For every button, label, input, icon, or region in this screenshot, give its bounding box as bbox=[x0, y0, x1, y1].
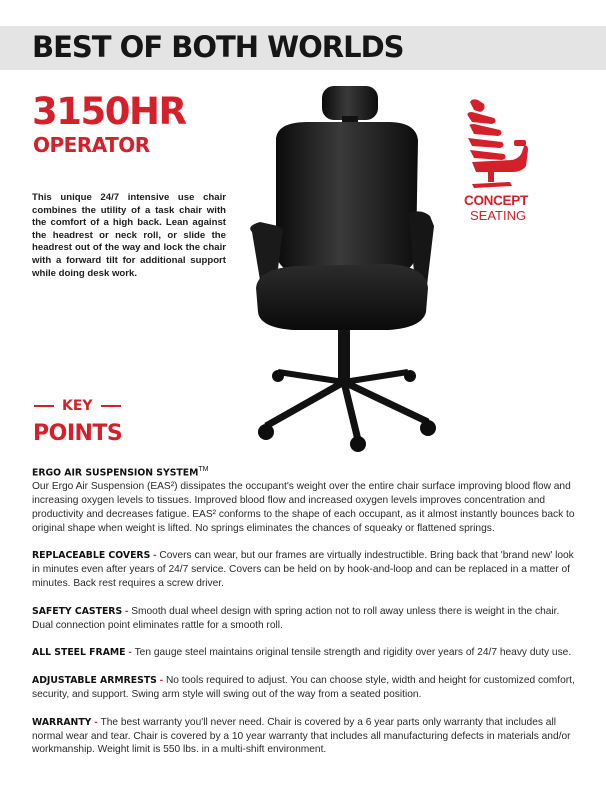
page-title: BEST OF BOTH WORLDS bbox=[32, 30, 404, 64]
feature-title: WARRANTY bbox=[32, 716, 92, 728]
key-heading bbox=[34, 398, 129, 414]
feature-body: Smooth dual wheel design with spring action not to roll away unless there is weight in the chair. Dual connection point eliminates rattle for a smooth roll. bbox=[32, 605, 560, 631]
feature-separator: - bbox=[91, 716, 101, 728]
key-right-dash bbox=[101, 405, 121, 407]
feature-body: Covers can wear, but our frames are virtually indestructible. Bring back that 'brand new' look in minutes even after years of 24/7 service. Covers can be held on by hook-and-loop and can be replaced in a matter of minutes. Back rest requires a screw driver. bbox=[32, 550, 574, 589]
key-label: KEY bbox=[62, 398, 93, 414]
model-number: 3150HR bbox=[32, 90, 186, 133]
intro-paragraph: This unique 24/7 intensive use chair combines the utility of a task chair with the comfort of a high back. Lean against the headrest or neck roll, or slide the headrest out of the way and lock the chair with a forward tilt for additional support while doing desk work. bbox=[32, 192, 226, 279]
feature-body: Our Ergo Air Suspension (EAS²) dissipates the occupant's weight over the entire chair surface improving blood flow and increasing oxygen levels to tissues. Improved blood flow and increased oxygen levels improves concentration and productivity and decreases fatigue. EAS² conforms to the shape of each occupant, as it almost instantly bounces back to original shape when weight is lifted. No springs eliminates the chances of squeaky or flattened springs. bbox=[32, 481, 575, 534]
feature-separator: - bbox=[125, 647, 135, 659]
brand-name-concept: CONCEPT bbox=[464, 193, 528, 208]
feature-all-steel-frame bbox=[32, 646, 576, 660]
feature-separator: - bbox=[150, 550, 160, 562]
feature-replaceable-covers bbox=[32, 549, 576, 590]
features-list bbox=[32, 463, 576, 771]
feature-title: SAFETY CASTERS bbox=[32, 605, 123, 617]
feature-separator: - bbox=[156, 675, 166, 687]
brand-name-seating: SEATING bbox=[470, 208, 527, 223]
feature-body: Ten gauge steel maintains original tensile strength and rigidity over years of 24/7 heavy duty use. bbox=[134, 647, 572, 659]
feature-adjustable-armrests bbox=[32, 674, 576, 702]
office-chair-image bbox=[238, 76, 448, 454]
feature-warranty bbox=[32, 716, 576, 757]
feature-safety-casters bbox=[32, 605, 576, 633]
trademark-mark: TM bbox=[198, 466, 209, 473]
feature-title: ERGO AIR SUSPENSION SYSTEM bbox=[32, 467, 199, 479]
feature-body: No tools required to adjust. You can choose style, width and height for customized comfort, security, and support. Swing arm style will swing out of the way from a seated position. bbox=[32, 675, 575, 700]
feature-title: ADJUSTABLE ARMRESTS bbox=[32, 675, 157, 687]
points-heading: POINTS bbox=[33, 421, 123, 446]
title-banner bbox=[0, 26, 606, 70]
feature-body: The best warranty you'll never need. Chair is covered by a 6 year parts only warranty that includes all normal wear and tear. Chair is covered by a 10 year warranty that includes all manufacturing defects in materials and/or workmanship. Weight limit is 550 lbs. in a multi-shift environment. bbox=[32, 716, 571, 756]
feature-title: ALL STEEL FRAME bbox=[32, 647, 126, 659]
feature-ergo-air bbox=[32, 463, 576, 535]
concept-seating-logo bbox=[462, 96, 534, 192]
key-left-dash bbox=[34, 405, 54, 407]
feature-title: REPLACEABLE COVERS bbox=[32, 550, 151, 562]
model-name: OPERATOR bbox=[33, 133, 150, 157]
feature-separator: - bbox=[122, 605, 132, 617]
